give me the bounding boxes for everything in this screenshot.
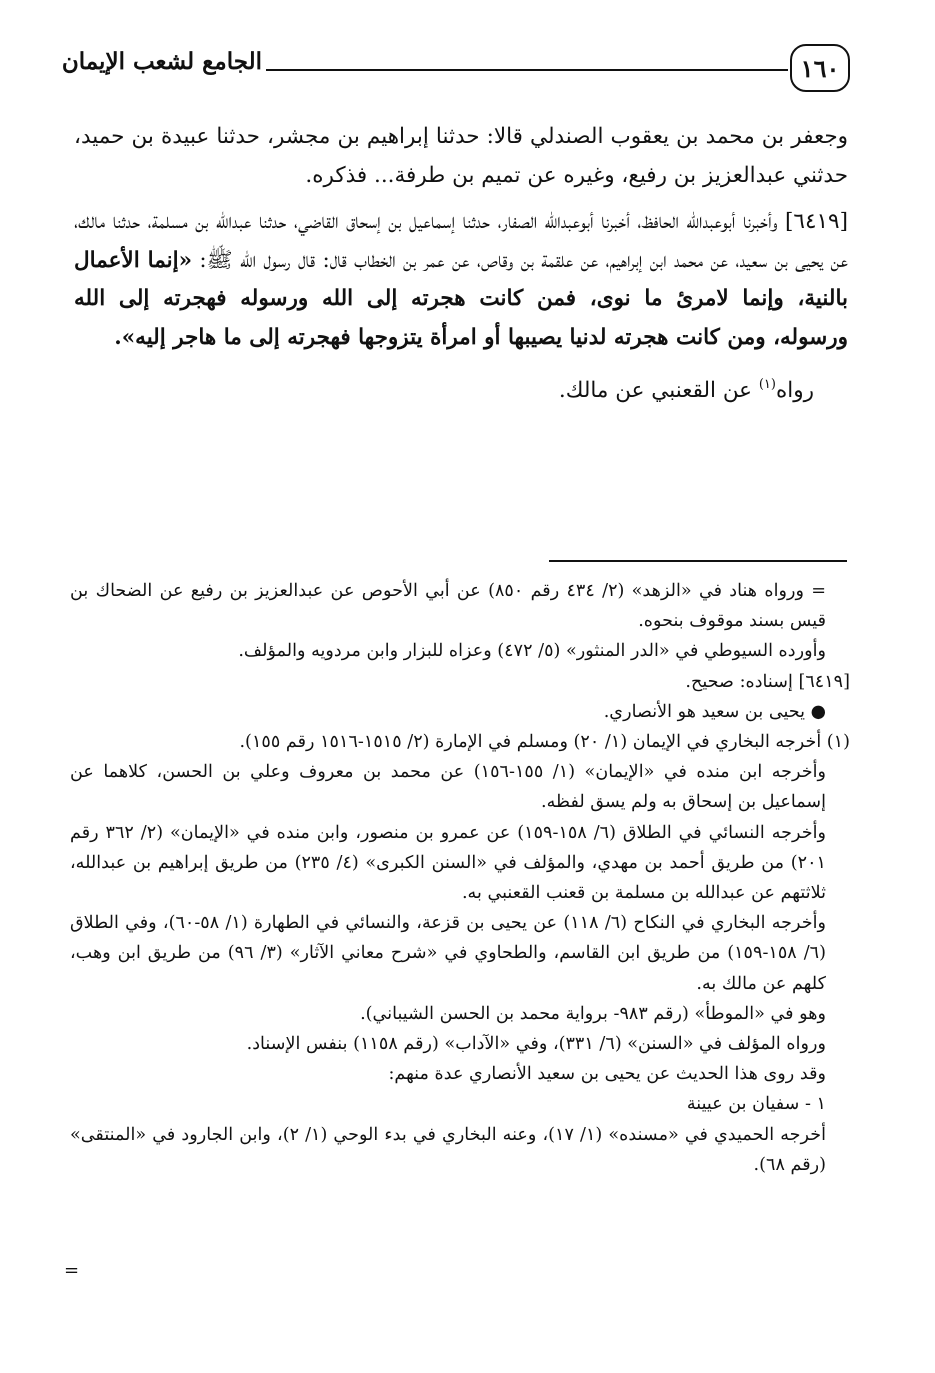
paragraph-continuation: وجعفر بن محمد بن يعقوب الصندلي قالا: حدثنا إبراهيم بن مجشر، حدثنا عبيدة بن حميد، حدثني عبدالعزيز بن رفيع، وغيره عن تميم بن طرفة... فذكره. <box>74 124 848 188</box>
page-header <box>61 42 850 98</box>
footnote-separator <box>549 560 847 562</box>
footnote-line: وأخرجه البخاري في النكاح (٦/ ١١٨) عن يحيى بن قزعة، والنسائي في الطهارة (١/ ٥٨-٦٠)، وفي الطلاق (٦/ ١٥٨-١٥٩) من طريق ابن القاسم، والطحاوي في «شرح معاني الآثار» (٣/ ٩٦) من طريق ابن وهب، كلهم عن مالك به. <box>70 913 826 994</box>
riwaya-line <box>74 366 848 411</box>
footnote-ref: (١) <box>758 376 776 392</box>
footnote-line: أخرجه الحميدي في «مسنده» (١/ ١٧)، وعنه البخاري في بدء الوحي (١/ ٢)، وابن الجارود في «المنتقى» (رقم ٦٨). <box>70 1124 826 1175</box>
page-number: ١٦٠ <box>790 44 850 92</box>
main-text <box>74 118 848 410</box>
hadith-text: «إنما الأعمال بالنية، وإنما لامرئ ما نوى، فمن كانت هجرته إلى الله ورسوله فهجرته إلى الله ورسوله، ومن كانت هجرته لدنيا يصيبها أو امرأة يتزوجها فهجرته إلى ما هاجر إليه». <box>74 247 848 350</box>
header-rule <box>266 69 788 71</box>
isnad-text: [٦٤١٩] وأخبرنا أبوعبدالله الحافظ، أخبرنا أبوعبدالله الصفار، حدثنا إسماعيل بن إسحاق القاضي، حدثنا عبدالله بن مسلمة، حدثنا مالك، عن يحيى بن سعيد، عن محمد ابن إبراهيم، عن علقمة بن وقاص، عن عمر بن الخطاب قال: قال رسول الله ﷺ: <box>74 209 848 273</box>
footnote-line: وأورده السيوطي في «الدر المنثور» (٥/ ٤٧٢) وعزاه للبزار وابن مردويه والمؤلف. <box>238 641 826 662</box>
riwaya-prefix: رواه <box>775 377 814 403</box>
footnote-line: = ورواه هناد في «الزهد» (٢/ ٤٣٤ رقم ٨٥٠) عن أبي الأحوص عن عبدالعزيز بن رفيع عن الضحاك بن قيس بسند موقوف بنحوه. <box>70 581 826 632</box>
footnote-line: وأخرجه النسائي في الطلاق (٦/ ١٥٨-١٥٩) عن عمرو بن منصور، وابن منده في «الإيمان» (٢/ ٣٦٢ رقم ٢٠١) من طريق أحمد بن مهدي، والمؤلف في «السنن الكبرى» (٤/ ٢٣٥) من طريق إبراهيم بن عبدالله، ثلاثتهم عن عبدالله بن مسلمة بن قعنب القعنبي به. <box>70 822 826 904</box>
footnote-line: وأخرجه ابن منده في «الإيمان» (١/ ١٥٥-١٥٦) عن محمد بن معروف وعلي بن الحسن، كلاهما عن إسماعيل بن إسحاق به ولم يسق لفظه. <box>70 762 826 813</box>
footnote-line: [٦٤١٩] إسناده: صحيح. <box>685 671 850 692</box>
isnad-paragraph <box>74 203 848 357</box>
footnotes <box>70 576 850 1180</box>
footnote-line: (١) أخرجه البخاري في الإيمان (١/ ٢٠) ومسلم في الإمارة (٢/ ١٥١٥-١٥١٦ رقم ١٥٥). <box>239 732 850 753</box>
footnote-line: وهو في «الموطأ» (رقم ٩٨٣- برواية محمد بن الحسن الشيباني). <box>360 1003 826 1024</box>
footnote-line: ١ - سفيان بن عيينة <box>686 1094 826 1115</box>
book-title: الجامع لشعب الإيمان <box>61 48 262 75</box>
continuation-mark: = <box>64 1260 80 1281</box>
footnote-line: ● يحيى بن سعيد هو الأنصاري. <box>603 701 826 722</box>
riwaya-suffix: عن القعنبي عن مالك. <box>558 377 759 403</box>
footnote-line: وقد روى هذا الحديث عن يحيى بن سعيد الأنصاري عدة منهم: <box>388 1064 826 1085</box>
footnote-line: ورواه المؤلف في «السنن» (٦/ ٣٣١)، وفي «الآداب» (رقم ١١٥٨) بنفس الإسناد. <box>246 1034 826 1055</box>
